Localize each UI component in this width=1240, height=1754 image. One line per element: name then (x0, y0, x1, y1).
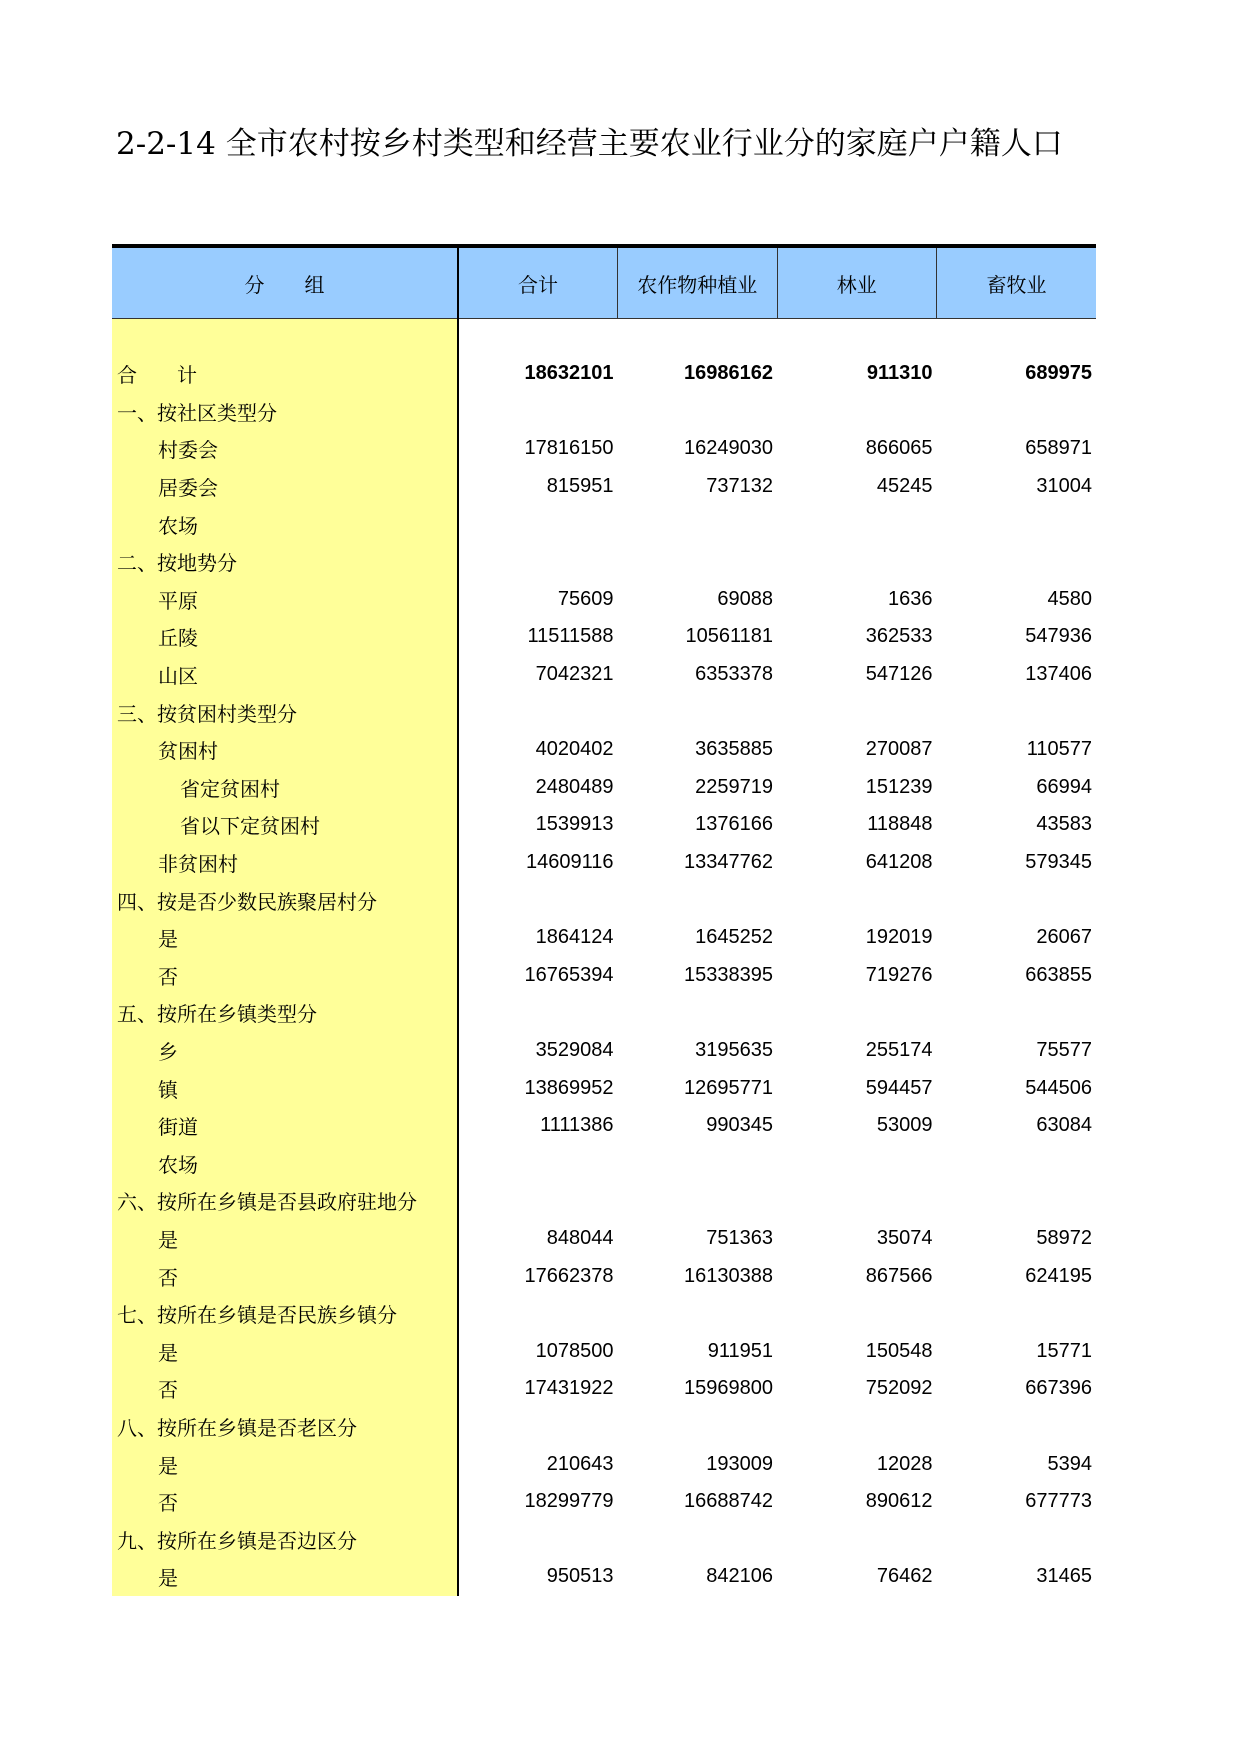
row-value-cell: 12028 (876, 1452, 933, 1475)
table-row (112, 1257, 1096, 1295)
row-label: 否 (112, 1370, 458, 1408)
row-value-cell: 270087 (865, 738, 933, 761)
table-row (112, 656, 1096, 694)
row-value-cell: 63084 (1036, 1114, 1092, 1137)
row-value-cell: 867566 (865, 1264, 933, 1287)
row-value-cell (937, 1144, 1097, 1182)
row-value-cell: 31004 (1036, 475, 1092, 498)
row-label: 四、按是否少数民族聚居村分 (112, 881, 458, 919)
row-label: 八、按所在乡镇是否老区分 (112, 1408, 458, 1446)
row-value-cell: 75577 (1036, 1038, 1092, 1061)
row-value-cell: 16688742 (684, 1490, 773, 1513)
row-value-cell: 6353378 (695, 663, 773, 686)
row-label: 平原 (112, 581, 458, 619)
row-value-cell: 17816150 (524, 437, 614, 460)
row-value-cell: 17431922 (524, 1377, 614, 1400)
spacer-cell (777, 319, 937, 356)
row-label: 合 计 (112, 355, 458, 393)
row-value-cell: 137406 (1025, 663, 1092, 686)
table-row (112, 505, 1096, 543)
table-row (112, 1220, 1096, 1258)
row-value-cell: 719276 (865, 963, 933, 986)
table-row (112, 1032, 1096, 1070)
row-value-cell (458, 505, 618, 543)
row-value-cell (937, 1182, 1097, 1220)
spacer-cell (458, 319, 618, 356)
header-row (112, 246, 1096, 319)
row-value-cell: 10561181 (685, 625, 773, 648)
table-row (112, 1295, 1096, 1333)
row-value-cell (458, 881, 618, 919)
row-label: 农场 (112, 1144, 458, 1182)
table-row (112, 769, 1096, 807)
row-value-cell (937, 1408, 1097, 1446)
row-label: 非贫困村 (112, 844, 458, 882)
row-value-cell: 76462 (876, 1565, 933, 1588)
row-label: 是 (112, 1220, 458, 1258)
row-value-cell (777, 393, 937, 431)
row-value-cell: 15969800 (684, 1377, 773, 1400)
row-value-cell (777, 505, 937, 543)
row-value-cell: 35074 (876, 1226, 933, 1249)
row-label: 五、按所在乡镇类型分 (112, 994, 458, 1032)
row-value-cell (937, 543, 1097, 581)
row-label: 丘陵 (112, 618, 458, 656)
row-value-cell: 15771 (1036, 1339, 1092, 1362)
row-value-cell (937, 994, 1097, 1032)
row-value-cell (618, 1144, 778, 1182)
row-value-cell: 31465 (1036, 1565, 1092, 1588)
row-label: 山区 (112, 656, 458, 694)
row-value-cell: 17662378 (524, 1264, 614, 1287)
row-value-cell (618, 1408, 778, 1446)
row-value-cell: 118848 (867, 813, 933, 836)
row-value-cell: 4580 (1047, 587, 1092, 610)
row-value-cell: 7042321 (535, 663, 614, 686)
header-cell-forestry: 林业 (777, 246, 937, 319)
row-label: 否 (112, 957, 458, 995)
row-value-cell: 192019 (865, 926, 933, 949)
row-value-cell: 950513 (546, 1565, 614, 1588)
row-value-cell (777, 543, 937, 581)
row-value-cell (937, 693, 1097, 731)
row-value-cell (618, 881, 778, 919)
table-row (112, 957, 1096, 995)
row-value-cell: 842106 (706, 1565, 773, 1588)
row-value-cell: 66994 (1036, 775, 1092, 798)
row-label: 否 (112, 1257, 458, 1295)
row-value-cell: 14609116 (526, 851, 614, 874)
row-value-cell (937, 1520, 1097, 1558)
row-value-cell (777, 881, 937, 919)
row-value-cell: 1376166 (695, 813, 773, 836)
row-label: 是 (112, 1445, 458, 1483)
table-row (112, 393, 1096, 431)
table-row (112, 468, 1096, 506)
row-value-cell: 151239 (865, 775, 933, 798)
row-value-cell (777, 1520, 937, 1558)
row-value-cell: 75609 (557, 587, 614, 610)
row-label: 是 (112, 919, 458, 957)
data-table (112, 244, 1096, 1596)
table-row (112, 1182, 1096, 1220)
row-value-cell: 658971 (1025, 437, 1092, 460)
row-value-cell: 1864124 (535, 926, 614, 949)
row-value-cell: 210643 (546, 1452, 614, 1475)
data-sheet (112, 244, 1096, 1596)
row-value-cell (937, 881, 1097, 919)
row-label: 九、按所在乡镇是否边区分 (112, 1520, 458, 1558)
row-value-cell: 13347762 (684, 851, 773, 874)
row-value-cell: 15338395 (684, 963, 773, 986)
row-value-cell: 547126 (865, 663, 933, 686)
table-row (112, 581, 1096, 619)
row-value-cell: 45245 (876, 475, 933, 498)
table-row (112, 355, 1096, 393)
row-label: 省定贫困村 (112, 769, 458, 807)
row-value-cell: 911951 (707, 1339, 773, 1362)
row-label: 六、按所在乡镇是否县政府驻地分 (112, 1182, 458, 1220)
table-row (112, 693, 1096, 731)
row-value-cell (777, 1144, 937, 1182)
row-value-cell (618, 994, 778, 1032)
row-value-cell: 11511588 (527, 625, 614, 648)
spacer-cell (112, 319, 458, 356)
row-value-cell: 3635885 (695, 738, 773, 761)
row-value-cell: 752092 (865, 1377, 933, 1400)
row-value-cell: 689975 (1025, 362, 1092, 385)
row-value-cell: 751363 (706, 1226, 773, 1249)
header-cell-crops: 农作物种植业 (618, 246, 778, 319)
row-value-cell (777, 1295, 937, 1333)
row-label: 是 (112, 1558, 458, 1596)
header-cell-total: 合计 (458, 246, 618, 319)
row-value-cell (458, 1295, 618, 1333)
row-value-cell: 16249030 (684, 437, 773, 460)
table-row (112, 731, 1096, 769)
row-value-cell: 677773 (1025, 1490, 1092, 1513)
table-row (112, 1107, 1096, 1145)
row-value-cell: 641208 (865, 851, 933, 874)
row-value-cell (458, 1408, 618, 1446)
table-title: 2-2-14 全市农村按乡村类型和经营主要农业行业分的家庭户户籍人口 (116, 126, 1063, 162)
table-row (112, 1483, 1096, 1521)
row-value-cell: 16986162 (684, 362, 773, 385)
spacer-row (112, 319, 1096, 356)
row-value-cell: 12695771 (684, 1076, 773, 1099)
header-cell-group: 分 组 (112, 246, 458, 319)
row-value-cell (618, 1182, 778, 1220)
row-value-cell: 18299779 (524, 1490, 614, 1513)
row-value-cell: 16130388 (684, 1264, 773, 1287)
row-value-cell: 5394 (1047, 1452, 1092, 1475)
row-label: 农场 (112, 505, 458, 543)
row-value-cell: 255174 (865, 1038, 933, 1061)
row-label: 否 (112, 1483, 458, 1521)
table-row (112, 1558, 1096, 1596)
table-row (112, 1332, 1096, 1370)
table-row (112, 430, 1096, 468)
row-value-cell (618, 693, 778, 731)
row-label: 村委会 (112, 430, 458, 468)
row-value-cell: 18632101 (524, 362, 614, 385)
row-value-cell (458, 1520, 618, 1558)
row-value-cell (618, 1295, 778, 1333)
spacer-cell (618, 319, 778, 356)
row-value-cell (618, 1520, 778, 1558)
row-value-cell: 58972 (1036, 1226, 1092, 1249)
row-value-cell (777, 693, 937, 731)
row-value-cell: 43583 (1036, 813, 1092, 836)
table-row (112, 1069, 1096, 1107)
row-value-cell: 990345 (706, 1114, 773, 1137)
row-value-cell: 1645252 (695, 926, 773, 949)
row-value-cell: 1636 (888, 587, 933, 610)
row-value-cell (458, 1182, 618, 1220)
row-value-cell (777, 1408, 937, 1446)
row-value-cell (937, 393, 1097, 431)
row-value-cell: 150548 (865, 1339, 933, 1362)
row-value-cell: 13869952 (524, 1076, 614, 1099)
spacer-cell (937, 319, 1097, 356)
row-value-cell: 2259719 (695, 775, 773, 798)
row-value-cell: 848044 (546, 1226, 614, 1249)
row-value-cell (458, 994, 618, 1032)
row-value-cell: 193009 (706, 1452, 773, 1475)
table-row (112, 881, 1096, 919)
table-row (112, 806, 1096, 844)
table-row (112, 844, 1096, 882)
row-value-cell: 911310 (866, 362, 933, 385)
row-value-cell: 16765394 (524, 963, 614, 986)
row-label: 省以下定贫困村 (112, 806, 458, 844)
row-value-cell (777, 1182, 937, 1220)
row-label: 三、按贫困村类型分 (112, 693, 458, 731)
row-value-cell: 1078500 (535, 1339, 614, 1362)
row-label: 是 (112, 1332, 458, 1370)
table-row (112, 1445, 1096, 1483)
row-value-cell: 26067 (1036, 926, 1092, 949)
row-value-cell: 3529084 (535, 1038, 614, 1061)
row-label: 镇 (112, 1069, 458, 1107)
table-row (112, 618, 1096, 656)
row-value-cell: 69088 (717, 587, 773, 610)
row-value-cell: 624195 (1025, 1264, 1092, 1287)
row-value-cell: 594457 (865, 1076, 933, 1099)
row-value-cell (937, 505, 1097, 543)
row-label: 乡 (112, 1032, 458, 1070)
row-value-cell: 3195635 (695, 1038, 773, 1061)
row-value-cell: 544506 (1025, 1076, 1092, 1099)
row-value-cell: 815951 (546, 475, 614, 498)
row-value-cell: 362533 (865, 625, 933, 648)
row-label: 贫困村 (112, 731, 458, 769)
row-label: 七、按所在乡镇是否民族乡镇分 (112, 1295, 458, 1333)
table-row (112, 1408, 1096, 1446)
table-row (112, 994, 1096, 1032)
row-value-cell: 890612 (865, 1490, 933, 1513)
row-value-cell (618, 543, 778, 581)
row-value-cell (937, 1295, 1097, 1333)
row-value-cell: 110577 (1026, 738, 1092, 761)
row-value-cell: 1111386 (540, 1114, 614, 1137)
row-value-cell: 547936 (1025, 625, 1092, 648)
row-value-cell: 663855 (1025, 963, 1092, 986)
row-value-cell (458, 693, 618, 731)
table-row (112, 543, 1096, 581)
row-label: 街道 (112, 1107, 458, 1145)
table-row (112, 1370, 1096, 1408)
row-value-cell (618, 393, 778, 431)
header-cell-livestock: 畜牧业 (937, 246, 1097, 319)
table-row (112, 1144, 1096, 1182)
row-label: 二、按地势分 (112, 543, 458, 581)
row-value-cell: 4020402 (535, 738, 614, 761)
row-label: 一、按社区类型分 (112, 393, 458, 431)
row-value-cell (458, 393, 618, 431)
row-value-cell: 737132 (706, 475, 773, 498)
row-value-cell: 53009 (876, 1114, 933, 1137)
row-value-cell: 866065 (865, 437, 933, 460)
table-row (112, 1520, 1096, 1558)
table-body (112, 319, 1096, 1596)
row-value-cell: 1539913 (535, 813, 614, 836)
row-value-cell (458, 543, 618, 581)
row-value-cell: 667396 (1025, 1377, 1092, 1400)
row-value-cell: 579345 (1025, 851, 1092, 874)
row-value-cell (458, 1144, 618, 1182)
table-row (112, 919, 1096, 957)
row-value-cell: 2480489 (535, 775, 614, 798)
row-label: 居委会 (112, 468, 458, 506)
row-value-cell (777, 994, 937, 1032)
row-value-cell (618, 505, 778, 543)
